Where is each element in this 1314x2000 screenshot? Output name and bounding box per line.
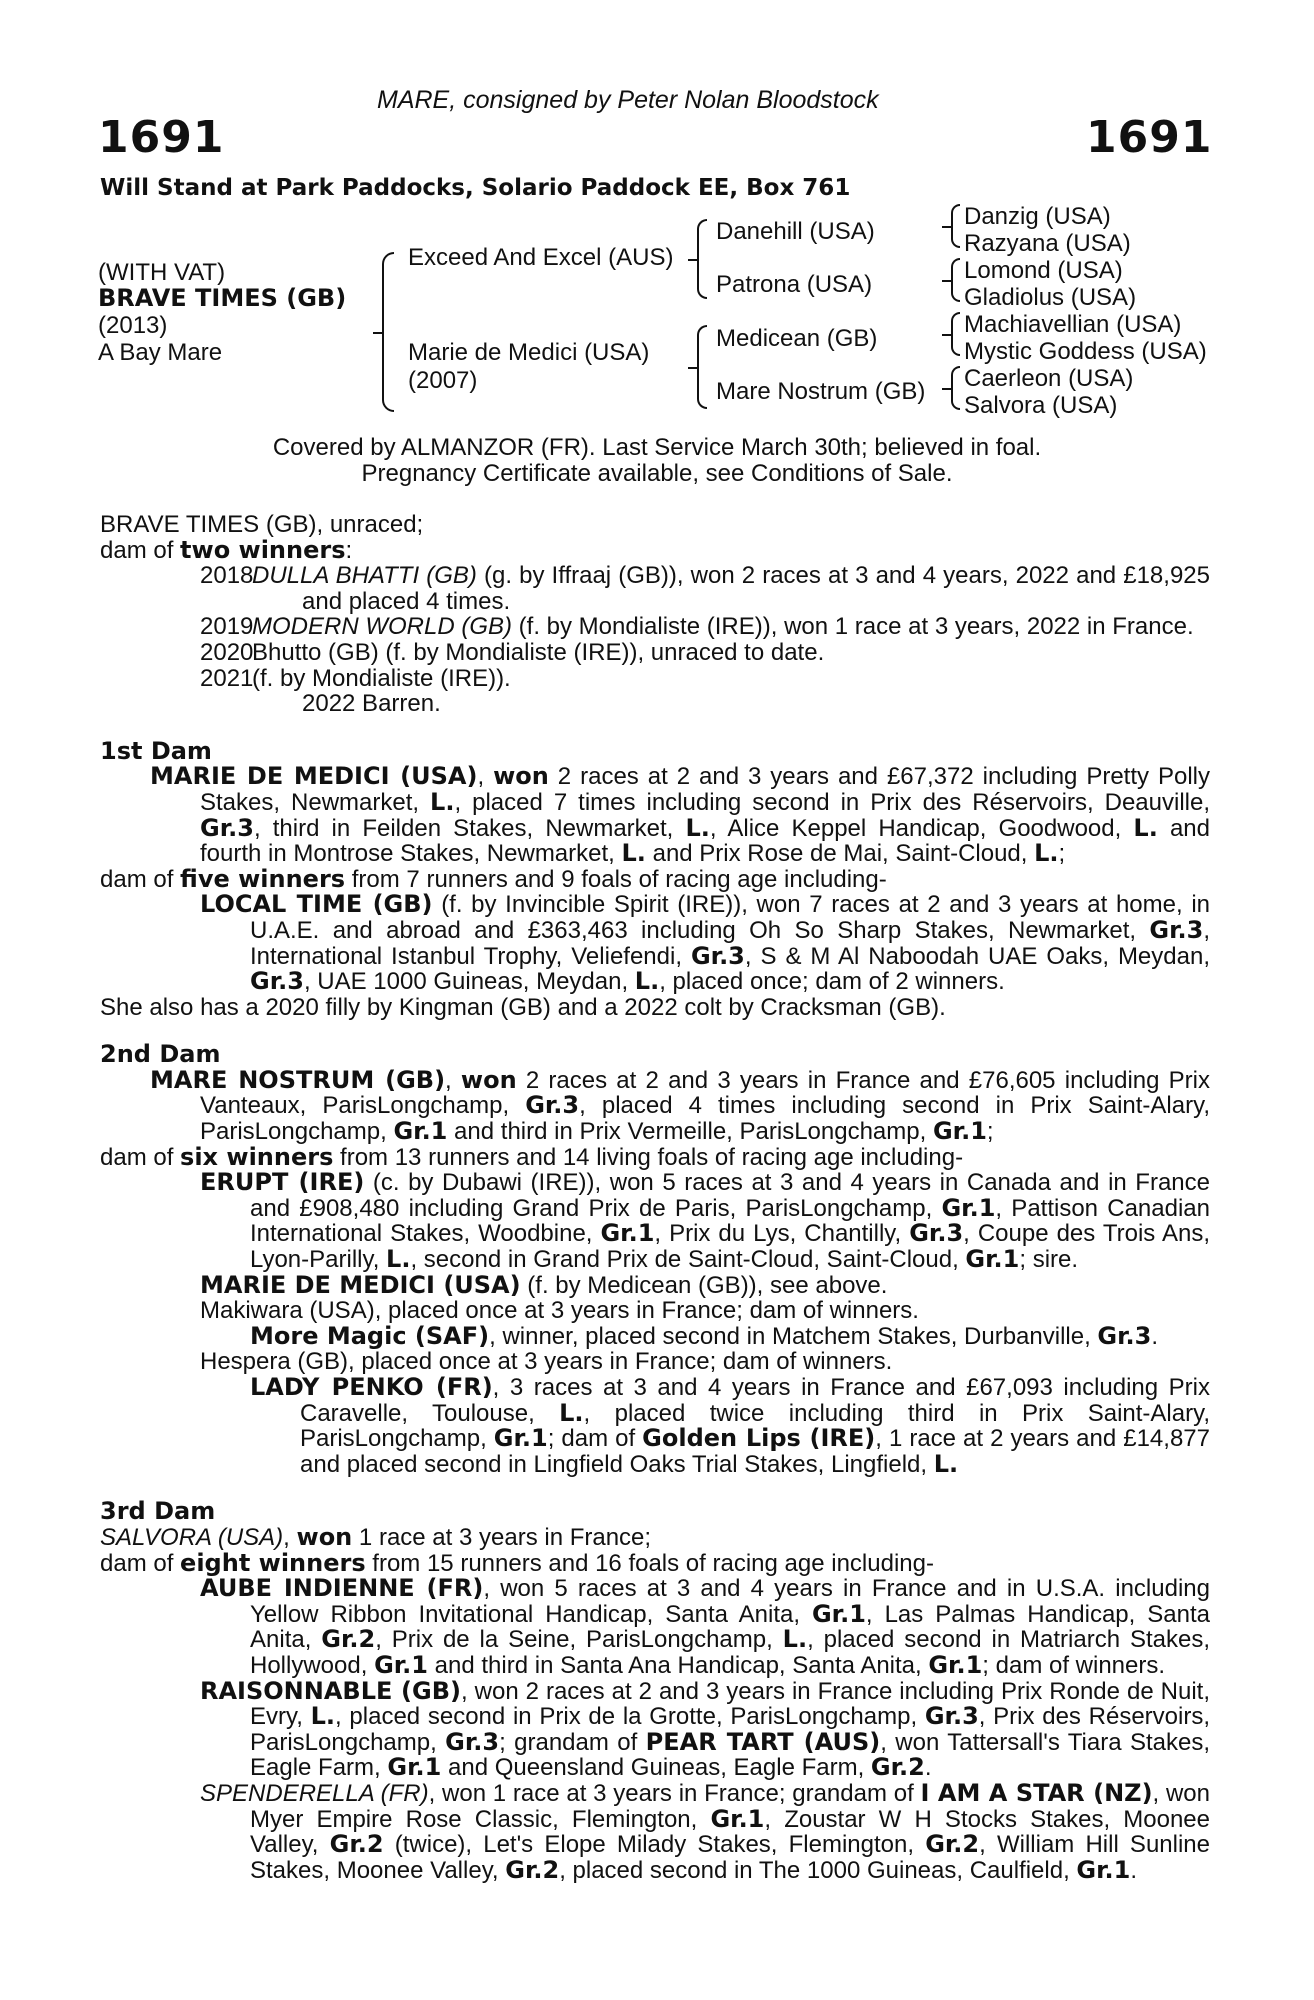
pedigree-bracket-g3: [951, 312, 960, 356]
produce-intro: BRAVE TIMES (GB), unraced; dam of two winners:: [100, 511, 424, 564]
produce-2018: 2018DULLA BHATTI (GB) (g. by Iffraaj (GB)), won 2 races at 3 and 4 years, 2022 and £18,925 and placed 4 times.: [200, 562, 1210, 615]
third-dam-produce: dam of eight winners from 15 runners and 16 foals of racing age including-: [100, 1548, 934, 1577]
pedigree-dam-year: (2007): [408, 367, 478, 394]
pedigree-dam-sire: Medicean (GB): [716, 325, 878, 352]
first-dam-produce: dam of five winners from 7 runners and 9 foals of racing age including-: [100, 864, 887, 893]
third-dam-record: SALVORA (USA), won 1 race at 3 years in France;: [100, 1522, 652, 1551]
second-dam-winner-erupt: ERUPT (IRE) (c. by Dubawi (IRE)), won 5 races at 3 and 4 years in Canada and in France and £908,480 including Grand Prix de Paris, ParisLongchamp, Gr.1, Pattison Canadian International Stakes, Woodbine, Gr.1, Prix du Lys, Chantilly, Gr.3, Coupe des Trois Ans, Lyon-Parilly, L., second in Grand Prix de Saint-Cloud, Saint-Cloud, Gr.1; sire.: [200, 1168, 1211, 1274]
second-dam-winner-marie: MARIE DE MEDICI (USA) (f. by Medicean (GB)), see above.: [200, 1270, 888, 1299]
produce-2020: 2020Bhutto (GB) (f. by Mondialiste (IRE)), unraced to date.: [200, 638, 825, 666]
pedigree-sire-dam: Patrona (USA): [716, 271, 873, 298]
pedigree-bracket-g4: [951, 366, 960, 410]
catalogue-body: [100, 512, 1210, 1883]
pedigree-g3-7: Caerleon (USA): [964, 365, 1134, 392]
third-dam-winner-aube: AUBE INDIENNE (FR), won 5 races at 3 and 4 years in France and in U.S.A. including Yellow Ribbon Invitational Handicap, Santa Anita, Gr.1, Las Palmas Handicap, Santa Anita, Gr.2, Prix de la Seine, ParisLongchamp, L., placed second in Matriarch Stakes, Hollywood, Gr.1 and third in Santa Ana Handicap, Santa Anita, Gr.1; dam of winners.: [200, 1574, 1210, 1679]
pedigree-g3-5: Machiavellian (USA): [964, 311, 1182, 338]
pedigree-bracket-sire: [697, 219, 707, 299]
cover-line-1: Covered by ALMANZOR (FR). Last Service March 30th; believed in foal.: [272, 434, 1042, 461]
second-dam-hespera: Hespera (GB), placed once at 3 years in France; dam of winners.: [200, 1348, 893, 1376]
produce-2022: 2022 Barren.: [302, 690, 441, 718]
horse-description: A Bay Mare: [98, 339, 223, 366]
pedigree-bracket-main: [382, 252, 394, 412]
consignor-line: MARE, consigned by Peter Nolan Bloodstock: [377, 86, 879, 114]
vat-note: (WITH VAT): [98, 259, 226, 286]
horse-name: BRAVE TIMES (GB): [98, 284, 347, 312]
first-dam-note: She also has a 2020 filly by Kingman (GB) and a 2022 colt by Cracksman (GB).: [100, 993, 946, 1021]
cover-line-2: Pregnancy Certificate available, see Conditions of Sale.: [361, 460, 953, 487]
pedigree-bracket-g2: [951, 258, 960, 302]
horse-year: (2013): [98, 312, 168, 339]
pedigree-g3-2: Razyana (USA): [964, 230, 1131, 257]
third-dam-winner-raisonnable: RAISONNABLE (GB), won 2 races at 2 and 3 years in France including Prix Ronde de Nuit, Evry, L., placed second in Prix de la Grotte, ParisLongchamp, Gr.3, Prix des Réservoirs, ParisLongchamp, Gr.3; grandam of PEAR TART (AUS), won Tattersall's Tiara Stakes, Eagle Farm, Gr.1 and Queensland Guineas, Eagle Farm, Gr.2.: [200, 1676, 1211, 1782]
second-dam-lady-penko: LADY PENKO (FR), 3 races at 3 and 4 years in France and £67,093 including Prix Caravelle, Toulouse, L., placed twice including third in Prix Saint-Alary, ParisLongchamp, Gr.1; dam of Golden Lips (IRE), 1 race at 2 years and £14,877 and placed second in Lingfield Oaks Trial Stakes, Lingfield, L.: [250, 1373, 1210, 1478]
second-dam-record: MARE NOSTRUM (GB), won 2 races at 2 and 3 years in France and £76,605 including Prix Vanteaux, ParisLongchamp, Gr.3, placed 4 times including second in Prix Saint-Alary, ParisLongchamp, Gr.1 and third in Prix Vermeille, ParisLongchamp, Gr.1;: [150, 1065, 1211, 1146]
pedigree-dam-dam: Mare Nostrum (GB): [716, 378, 926, 405]
first-dam-record: MARIE DE MEDICI (USA), won 2 races at 2 and 3 years and £67,372 including Pretty Polly Stakes, Newmarket, L., placed 7 times including second in Prix des Réservoirs, Deauville, Gr.3, third in Feilden Stakes, Newmarket, L., Alice Keppel Handicap, Goodwood, L. and fourth in Montrose Stakes, Newmarket, L. and Prix Rose de Mai, Saint-Cloud, L.;: [150, 762, 1210, 868]
third-dam-spenderella: SPENDERELLA (FR), won 1 race at 3 years in France; grandam of I AM A STAR (NZ), won Myer Empire Rose Classic, Flemington, Gr.1, Zoustar W H Stocks Stakes, Moonee Valley, Gr.2 (twice), Let's Elope Milady Stakes, Flemington, Gr.2, William Hill Sunline Stakes, Moonee Valley, Gr.2, placed second in The 1000 Guineas, Caulfield, Gr.1.: [200, 1778, 1211, 1884]
pedigree-sire: Exceed And Excel (AUS): [408, 244, 674, 271]
pedigree-g3-3: Lomond (USA): [964, 257, 1123, 284]
lot-number-left: 1691: [98, 112, 225, 163]
first-dam-winner-local-time: LOCAL TIME (GB) (f. by Invincible Spirit (IRE)), won 7 races at 2 and 3 years at home, in U.A.E. and abroad and £363,463 including Oh So Sharp Stakes, Newmarket, Gr.3, International Istanbul Trophy, Veliefendi, Gr.3, S & M Al Naboodah UAE Oaks, Meydan, Gr.3, UAE 1000 Guineas, Meydan, L., placed once; dam of 2 winners.: [200, 890, 1211, 996]
lot-number-right: 1691: [1086, 112, 1213, 163]
pedigree-bracket-dam: [697, 325, 707, 409]
third-dam-heading: 3rd Dam: [100, 1497, 216, 1526]
pedigree-sire-sire: Danehill (USA): [716, 218, 875, 245]
first-dam-heading: 1st Dam: [100, 736, 212, 765]
pedigree-g3-6: Mystic Goddess (USA): [964, 338, 1207, 365]
second-dam-makiwara: Makiwara (USA), placed once at 3 years in France; dam of winners.: [200, 1297, 919, 1325]
pedigree-g3-8: Salvora (USA): [964, 392, 1118, 419]
pedigree-dam: Marie de Medici (USA): [408, 339, 650, 366]
pedigree-g3-4: Gladiolus (USA): [964, 284, 1137, 311]
produce-2019: 2019MODERN WORLD (GB) (f. by Mondialiste (IRE)), won 1 race at 3 years, 2022 in France.: [200, 613, 1194, 641]
pedigree-bracket-g1: [951, 204, 960, 248]
stand-location: Will Stand at Park Paddocks, Solario Paddock EE, Box 761: [100, 175, 851, 201]
second-dam-produce: dam of six winners from 13 runners and 14 living foals of racing age including-: [100, 1142, 964, 1171]
second-dam-heading: 2nd Dam: [100, 1040, 221, 1069]
second-dam-more-magic: More Magic (SAF), winner, placed second in Matchem Stakes, Durbanville, Gr.3.: [250, 1321, 1159, 1350]
pedigree-g3-1: Danzig (USA): [964, 203, 1111, 230]
produce-2021: 2021(f. by Mondialiste (IRE)).: [200, 664, 511, 692]
